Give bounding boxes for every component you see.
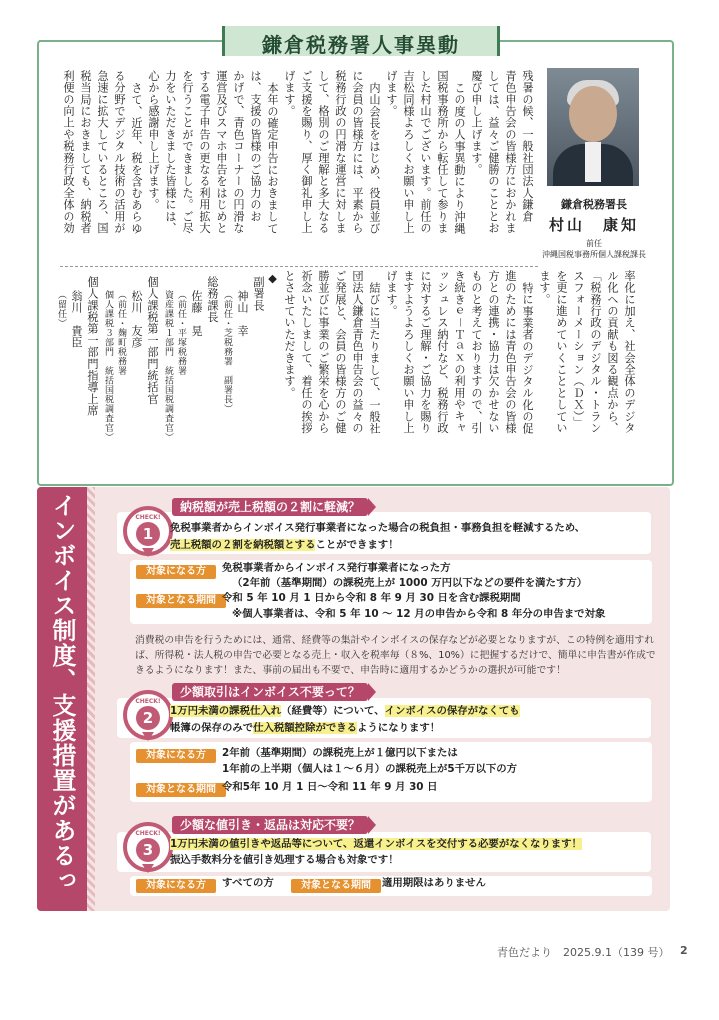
side-heading: インボイス制度、支援措置があるって本当？ [8, 493, 76, 893]
previous-label: 前任 [586, 239, 602, 248]
letter-col: 利便の向上や税務行政全体の効 [62, 70, 75, 234]
check2-period-tag: 対象となる期間 [136, 783, 226, 797]
check1-period: ※個人事業者は、令和 5 年 10 ～ 12 月の申告から令和 8 年分の申告まで対象 [232, 608, 606, 620]
footer-issue: 青色だより 2025.9.1（139 号） [497, 946, 670, 959]
letter-col: した村山でございます。前任の [419, 70, 432, 234]
letter-col: げます。 [385, 270, 398, 317]
highlight: インボイスの保存がなくても [384, 705, 520, 717]
letter-col: して、格別のご理解と多大なる [317, 70, 330, 234]
highlight: 仕入税額控除ができる [253, 722, 358, 734]
letter-col: ル化への貢献も図る観点から、 [606, 270, 619, 434]
check-label: CHECK! [135, 698, 161, 705]
check-number: 2 [136, 706, 160, 730]
letter-col: 心から感謝申し上げます。 [147, 70, 160, 211]
letter-col: さて、近年、税を含むあらゆ [130, 82, 143, 235]
check3-badge [123, 822, 173, 872]
letter-col: 運営及びスマホ申告をはじめと [215, 70, 228, 234]
staff-name: 松川 友彦 [130, 290, 143, 349]
letter-col: 祈念いたしまして、着任の挨拶 [300, 270, 313, 434]
check1-target: （2年前（基準期間）の課税売上が 1000 万円以下などの要件を満たす方） [232, 577, 588, 589]
staff-name: 佐藤 晃 [190, 290, 203, 337]
letter-col: 進のためには青色申告会の皆様 [504, 270, 517, 434]
check1-target: 免税事業者からインボイス発行事業者になった方 [222, 562, 451, 574]
letter-col: 内山会長をはじめ、役員並び [368, 82, 381, 235]
check2-text-mid: （経費等）について、 [281, 705, 385, 717]
letter-col: スフォーメーション（ＤＸ）」 [572, 270, 585, 429]
check2-text [170, 703, 520, 720]
director-role: 鎌倉税務署長 [561, 198, 627, 211]
letter-col: この度の人事異動により沖縄 [453, 82, 466, 235]
check2-text-start: 帳簿の保存のみで [170, 722, 254, 734]
check1-period-tag: 対象となる期間 [136, 594, 226, 608]
highlight: 1万円未満の値引きや返品等について、返還インボイスを交付する必要がなくなります！ [170, 838, 582, 850]
letter-col: 率化に加え、社会全体のデジタ [623, 270, 636, 434]
page-title: 鎌倉税務署人事異動 [262, 33, 460, 57]
check-number: 1 [136, 522, 160, 546]
staff-title: 総務課長 [206, 276, 219, 323]
check1-text-rest: ことができます！ [315, 539, 399, 551]
letter-col: 税務行政の円滑な運営に対しま [334, 70, 347, 234]
letter-col: 国税事務所から転任して参りま [436, 70, 449, 234]
letter-col: 特に事業者のデジタル化の促 [521, 282, 534, 435]
letter-col: ご支援を賜り、厚く御礼申し上 [300, 70, 313, 234]
letter-col: 「税務行政のデジタル・トラン [589, 270, 602, 434]
page-number: 2 [680, 944, 688, 957]
check3-period: 適用期限はありません [382, 877, 486, 889]
letter-col: げます。 [385, 70, 398, 117]
letter-col: かげで、青色コーナーの円滑な [232, 70, 245, 234]
letter-col: 慶び申し上げます。 [470, 70, 483, 176]
letter-col: る分野でデジタル技術の活用が [113, 70, 126, 234]
letter-col: 吉松同様よろしくお願い申し上 [402, 70, 415, 234]
letter-col: に対するご理解・ご協力を賜り [419, 270, 432, 434]
staff-previous: 個人課税３部門 統括国税調査官） [103, 290, 113, 442]
director-previous [536, 238, 652, 260]
letter-col: 残暑の候、一般社団法人鎌倉 [521, 70, 534, 223]
title-rule-right [497, 40, 668, 42]
check2-period: 令和5年 10 月 1 日～令和 11 年 9 月 30 日 [222, 781, 438, 793]
letter-col: 本年の確定申告におきまして [266, 82, 279, 235]
letter-col: 力をいただきました皆様には、 [164, 70, 177, 234]
director-photo [547, 68, 639, 186]
letter-col: 団法人鎌倉青色申告会の益々の [351, 270, 364, 434]
letter-col: に会員の皆様方には、平素から [351, 70, 364, 234]
check-label: CHECK! [135, 514, 161, 521]
staff-title: 個人課税第一部門統括官 [146, 276, 159, 405]
letter-col: ますようよろしくお願い申し上 [402, 270, 415, 434]
letter-col: 方との連携・協力は欠かせない [487, 270, 500, 434]
check1-badge [123, 506, 173, 556]
check1-heading: 納税額が売上税額の２割に軽減？ [172, 498, 368, 516]
letter-col: を行うことができました。ご尽 [181, 70, 194, 234]
decorative-stripe [87, 487, 95, 911]
check3-text [170, 836, 582, 853]
staff-previous: （前任・平塚税務署 [176, 290, 186, 376]
check2-target: 1年前の上半期（個人は１～６月）の課税売上が5千万以下の方 [222, 763, 518, 775]
letter-col: する電子申告の更なる利用拡大 [198, 70, 211, 234]
title-band [222, 26, 500, 56]
letter-col: ご発展と、会員の皆様方のご健 [334, 270, 347, 434]
letter-col: ッシュレス納付など、税務行政 [436, 270, 449, 434]
side-band [8, 487, 87, 911]
staff-name: 神山 幸 [236, 290, 249, 337]
letter-col: 勝並びに事業のご繁栄を心から [317, 270, 330, 434]
highlight: 売上税額の２割を納税額とする [170, 539, 316, 551]
staff-previous: 資産課税１部門 統括国税調査官） [163, 290, 173, 442]
check-label: CHECK! [135, 830, 161, 837]
letter-col: しては、益々ご健勝のこととお [487, 70, 500, 234]
letter-col: ます。 [538, 270, 551, 306]
check1-text [170, 537, 399, 554]
check3-target-tag: 対象になる方 [136, 879, 216, 893]
director-name: 村山 康知 [548, 216, 639, 234]
staff-previous: （前任・麹町税務署 [116, 290, 126, 376]
highlight: 1万円未満の課税仕入れ [170, 705, 282, 717]
check1-period: 令和 5 年 10 月 1 日から令和 8 年 9 月 30 日を含む課税期間 [222, 592, 521, 604]
staff-previous: （前任・芝税務署 副署長） [222, 290, 232, 414]
title-rule-left [39, 40, 222, 42]
check3-heading: 少額な値引き・返品は対応不要？ [172, 816, 368, 834]
check1-target-tag: 対象になる方 [136, 565, 216, 579]
letter-col: 青色申告会の皆様方におかれま [504, 70, 517, 234]
letter-col: 急速に拡大しているところ、国 [96, 70, 109, 234]
check2-text-end: ようになります！ [357, 722, 441, 734]
staff-previous: （留任） [56, 290, 66, 328]
letter-col: 結びに当たりまして、一般社 [368, 282, 381, 435]
letter-col: き続きｅ－Ｔａｘの利用やキャ [453, 270, 466, 434]
check2-target-tag: 対象になる方 [136, 749, 216, 763]
staff-title: 個人課税第一部門指導上席 [86, 276, 99, 417]
divider [60, 266, 538, 267]
staff-title: 副署長 [252, 276, 265, 312]
letter-col: は、支援の皆様のご協力のお [249, 70, 262, 223]
staff-name: 翁川 貴臣 [70, 290, 83, 349]
check2-heading: 少額取引はインボイス不要って？ [172, 683, 368, 701]
check1-note: 消費税の申告を行うためには、通常、経費等の集計やインボイスの保存などが必要となりますが、この特例を適用すれば、所得税・法人税の申告で必要となる売上・収入を税率毎（８%、10%）に把握するだけで、簡単に申告書が作成できるようになります！また、事前の届出も不要で、申告時に適用するかどうかの選択が可能です！ [135, 635, 656, 676]
check1-text: 免税事業者からインボイス発行事業者になった場合の税負担・事務負担を軽減するため、 [170, 522, 586, 534]
letter-col: ものと考えておりますので、引 [470, 270, 483, 434]
check2-target: 2年前（基準期間）の課税売上が１億円以下または [222, 747, 458, 759]
check-number: 3 [136, 838, 160, 862]
letter-col: 税当局におきましても、納税者 [79, 70, 92, 234]
check3-text: 振込手数料分を値引き処理する場合も対象です！ [170, 854, 399, 866]
check2-badge [123, 690, 173, 740]
previous-post: 沖縄国税事務所個人課税課長 [542, 250, 646, 259]
check2-text [170, 720, 440, 737]
letter-col: げます。 [283, 70, 296, 117]
staff-bullet: ◆ [266, 272, 279, 286]
letter-col: とさせていただきます。 [283, 270, 296, 399]
letter-col: を更に進めていくこととしてい [555, 270, 568, 434]
check3-target: すべての方 [222, 877, 274, 889]
check3-period-tag: 対象となる期間 [291, 879, 381, 893]
